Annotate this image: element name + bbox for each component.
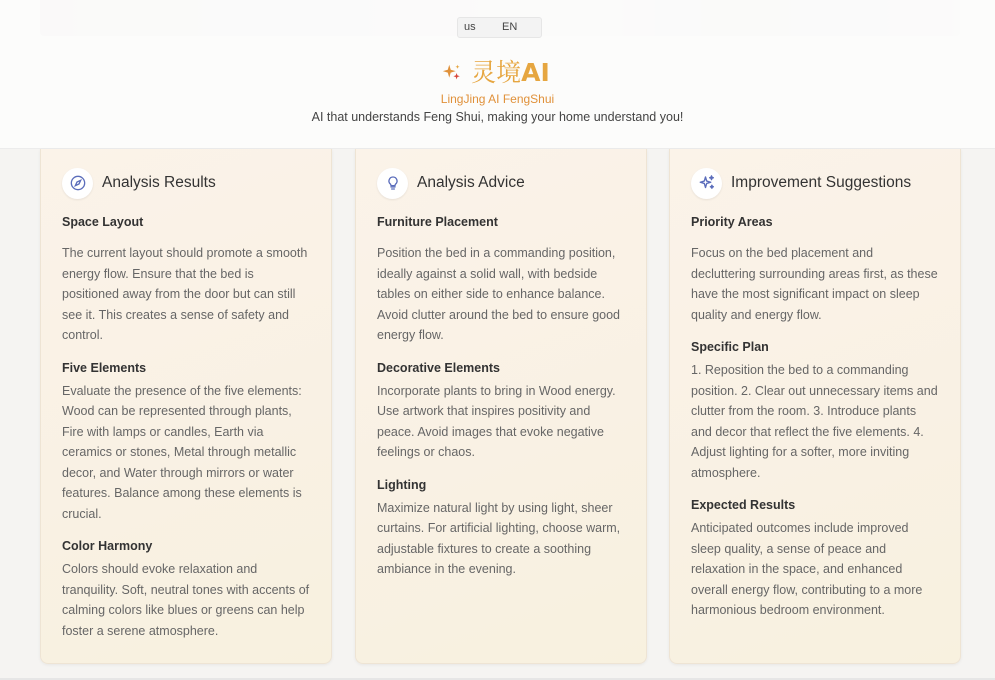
section-body: Colors should evoke relaxation and tranquility. Soft, neutral tones with accents of calming colors like blues or greens can help foster a serene atmosphere. [62, 562, 310, 638]
section-title: Color Harmony [62, 539, 153, 553]
card-title: Improvement Suggestions [731, 174, 912, 191]
sparkles-icon [691, 168, 722, 199]
section-title: Priority Areas [691, 215, 773, 229]
result-cards [40, 149, 960, 664]
section-body: Anticipated outcomes include improved sleep quality, a sense of peace and relaxation in the space, and enhanced overall energy flow, contributing to a more harmonious bedroom environment. [691, 521, 923, 617]
header [0, 0, 995, 149]
brand [0, 52, 995, 106]
card-analysis-results [40, 149, 332, 664]
section-body: Evaluate the presence of the five elements: Wood can be represented through plants, Fire with lamps or candles, Earth via ceramics or stones, Metal through metallic decor, and Water through mirrors or water features. Balance among these elements is crucial. [62, 383, 302, 521]
section-title: Furniture Placement [377, 215, 498, 229]
lightbulb-icon [377, 168, 408, 199]
card-title: Analysis Advice [417, 174, 525, 191]
section-body: Incorporate plants to bring in Wood energy. Use artwork that inspires positivity and peace. Avoid images that evoke negative feelings or chaos. [377, 383, 616, 459]
brand-subtitle: LingJing AI FengShui [440, 92, 555, 106]
compass-icon [62, 168, 93, 199]
card-improvement-suggestions [669, 149, 961, 664]
card-title: Analysis Results [102, 174, 216, 191]
section-body: Position the bed in a commanding position, ideally against a solid wall, with bedside tables on either side to enhance balance. Avoid clutter around the bed to ensure good energy flow. [377, 246, 620, 342]
card-analysis-advice [355, 149, 647, 664]
section-body: Maximize natural light by using light, sheer curtains. For artificial lighting, choose warm, adjustable fixtures to create a soothing ambiance in the evening. [377, 500, 621, 576]
language-switcher[interactable] [457, 17, 542, 38]
section-body: The current layout should promote a smooth energy flow. Ensure that the bed is positioned away from the door but can still see it. This creates a sense of safety and control. [62, 246, 308, 342]
section-title: Five Elements [62, 360, 147, 375]
section-body: 1. Reposition the bed to a commanding position. 2. Clear out unnecessary items and clutter from the room. 3. Introduce plants and decor that reflect the five elements. 4. Adjust lighting for a softer, more inviting atmosphere. [691, 363, 938, 480]
section-title: Expected Results [691, 498, 796, 512]
tagline: AI that understands Feng Shui, making your home understand you! [311, 110, 684, 124]
section-body: Focus on the bed placement and decluttering surrounding areas first, as these have the most significant impact on sleep quality and energy flow. [691, 246, 938, 322]
section-title: Lighting [377, 477, 427, 492]
lang-option-us[interactable]: us [464, 21, 476, 33]
lang-option-en[interactable]: EN [502, 21, 518, 33]
brand-title-ai: AI [521, 57, 550, 87]
section-title: Decorative Elements [377, 360, 500, 375]
section-title: Space Layout [62, 215, 144, 229]
brand-title-cn: 灵境 [471, 57, 522, 87]
sparkle-logo-icon [441, 52, 463, 89]
section-title: Specific Plan [691, 340, 769, 354]
brand-title [471, 53, 550, 89]
